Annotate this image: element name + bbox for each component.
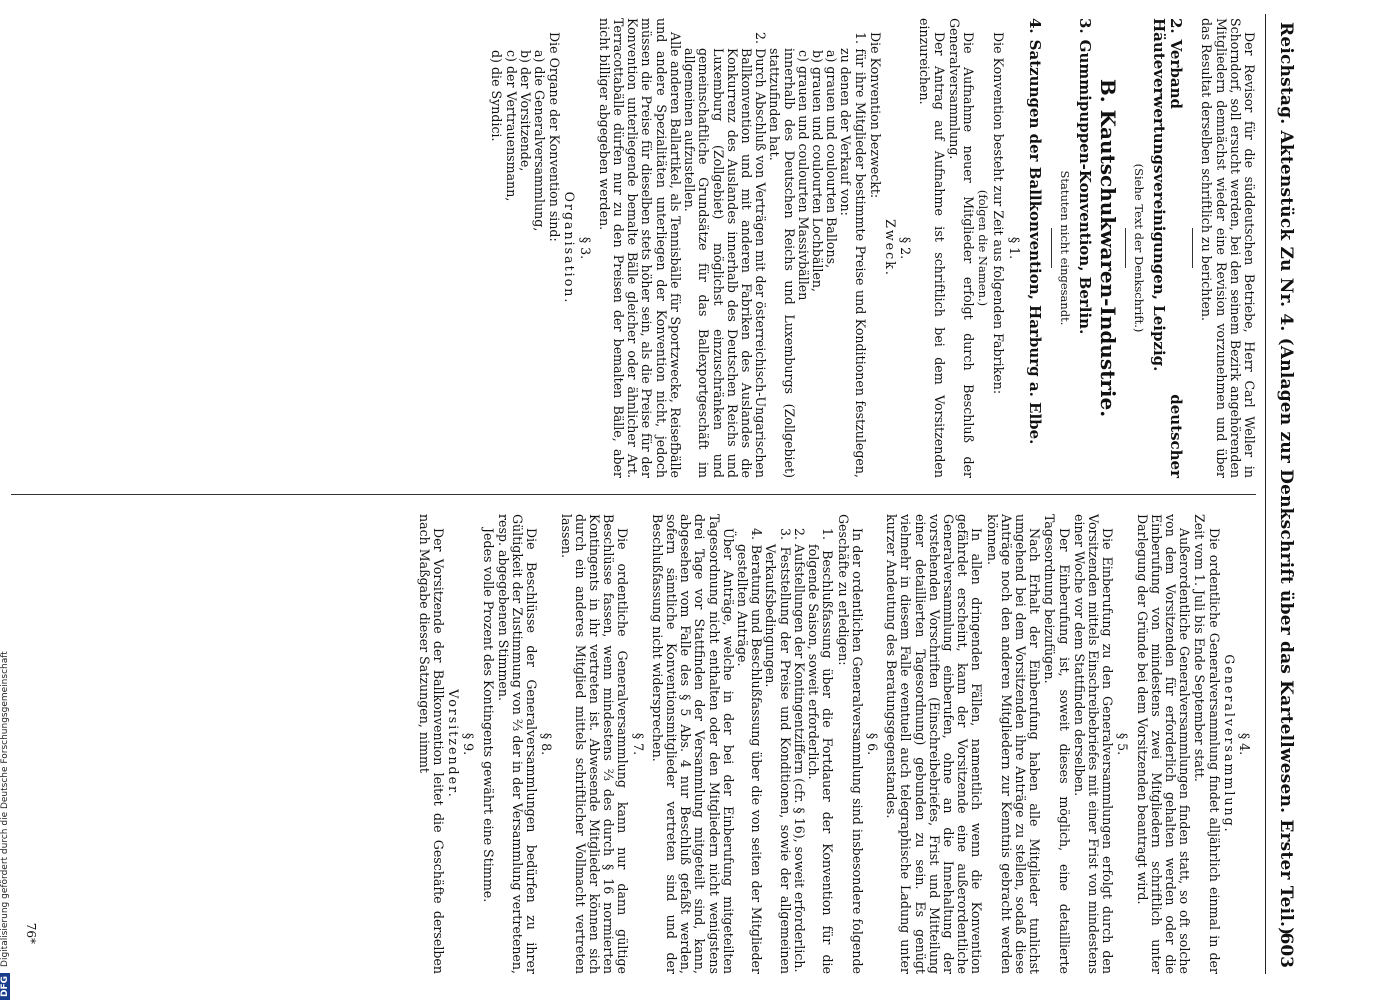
sub-item: c) grauen und coulourten Massivbällen bbox=[795, 50, 811, 301]
subheading: Generalversammlung. bbox=[1221, 654, 1237, 834]
separator-rule bbox=[1125, 228, 1126, 268]
printer-signature: 76* bbox=[24, 922, 38, 944]
right-column bbox=[416, 514, 1256, 974]
paragraph: Die Einberufung zu den Generalversammlungen erfolgt durch den Vorsitzenden mittels Einschreibebriefes mit einer Frist von mindestens einer Woche vor dem Stattfinden derselben. bbox=[1071, 514, 1116, 974]
paragraph: Die ordentliche Generalversammlung kann nur dann gültige Beschlüsse fassen, wenn mindestens ⅔ des durch § 16 normierten Kontingents in ihr vertreten ist. Abwesende Mitglieder können sich durch ein anderes Mitglied mittels schriftlicher Vollmacht vertreten lassen. bbox=[558, 514, 631, 974]
page-number: 603 bbox=[1276, 932, 1296, 968]
paragraph: Über Anträge, welche in der bei der Einberufung mitgeteilten Tagesordnung nicht enthalten oder den Mitgliedern nicht wenigstens drei Tage vor Stattfinden der Versammlung mitgeteilt sind, kann, abgesehen vom Falle des § 5 Abs. 4 nur Beschluß gefaßt werden, sofern sämtliche Konventionsmitglieder vertreten sind und der Beschlußfassung nicht widersprechen. bbox=[649, 514, 736, 974]
document-page bbox=[0, 14, 1300, 974]
list-item-continued: innerhalb des Deutschen Reichs und Luxemburgs (Zollgebiet) stattzufinden hat. bbox=[767, 48, 797, 478]
paragraph: Der Einberufung ist, soweit dieses möglich, eine detaillierte Tagesordnung beizufügen. bbox=[1042, 514, 1072, 974]
section-heading-4: 4.Satzungen der Ballkonvention, Harburg a. Elbe. bbox=[1025, 18, 1044, 445]
separator-rule bbox=[1192, 228, 1193, 268]
paragraph: Die Organe der Konvention sind: bbox=[547, 32, 563, 242]
list-item: 2. Durch Abschluß von Verträgen mit der österreichisch-Ungarischen Ballkonvention und mit anderen Fabriken des Auslandes die Konkurrenz des Auslandes innerhalb des Deutschen Reichs und Luxemburg (Zollgebiet) möglichst einzuschränken und gemeinschaftliche Grundsätze für das Ballexportgeschäft im allgemeinen aufzustellen. bbox=[682, 32, 769, 478]
paragraph-marker: § 4. bbox=[1237, 732, 1252, 756]
paragraph: Jedes volle Prozent des Kontingents gewährt eine Stimme. bbox=[480, 528, 496, 903]
paragraph: Alle anderen Ballartikel, als Tennisbälle für Sportzwecke, Reisefbälle und andere Spezialitäten unterliegen der Konvention nicht, jedoch müssen die Preise für dieselben stets höher sein, als die Preise für der Konvention unterliegende bemalte Bälle gleicher oder ähnlicher Art. Terracottabälle dürfen nur zu den Preisen der bemalten Bälle, aber nicht billiger abgegeben werden. bbox=[596, 18, 683, 478]
sub-item: a) grauen und coulourten Ballons, bbox=[824, 50, 840, 269]
paragraph: Die Konvention bezweckt: bbox=[867, 32, 883, 199]
list-item: a) die Generalversammlung, bbox=[532, 50, 548, 232]
paragraph-marker: § 1. bbox=[1006, 236, 1022, 260]
paragraph-marker: § 6. bbox=[864, 732, 880, 756]
list-item: b) der Vorsitzende, bbox=[517, 50, 533, 172]
section-b-title: B. Kautschukwaren-Industrie. bbox=[1095, 78, 1120, 418]
digitization-credit bbox=[0, 580, 14, 1000]
running-title: Reichstag. Aktenstück Zu Nr. 4. (Anlagen zur Denkschrift über das Kartellwesen. Erster Teil.) bbox=[1276, 22, 1296, 936]
list-item: 1. für ihre Mitglieder bestimmte Preise und Konditionen festzulegen, zu denen der Verkauf von: bbox=[838, 32, 868, 478]
list-item: 2. Aufstellungen der Kontingentziffern (cfr. § 16), soweit erforderlich. bbox=[791, 528, 807, 973]
digitization-text: Digitalisierung gefördert durch die Deutsche Forschungsgemeinschaft bbox=[0, 651, 10, 967]
separator-rule bbox=[1051, 228, 1052, 268]
dfg-logo: DFG bbox=[0, 973, 10, 1000]
paragraph: Die Konvention besteht zur Zeit aus folgenden Fabriken: bbox=[991, 32, 1007, 395]
subheading: Zweck. bbox=[882, 219, 898, 277]
paragraph-marker: § 3. bbox=[577, 236, 593, 260]
paragraph: Außerordentliche Generalversammlungen finden statt, so oft solche von dem Vorsitzenden für erforderlich gehalten werden oder die Einberufung von mindestens zwei Mitgliedern schriftlich unter Darlegung der Gründe bei dem Vorsitzenden beantragt wird. bbox=[1134, 514, 1193, 974]
paragraph: Nach Erhalt der Einberufung haben alle Mitglieder tunlichst umgehend bei dem Vorsitzenden ihre Anträge zu stellen, sodaß diese Anträge noch den anderen Mitgliedern zur Kenntnis gebracht werden können. bbox=[984, 514, 1043, 974]
paragraph: Der Antrag auf Aufnahme ist schriftlich bei dem Vorsitzenden einzureichen. bbox=[917, 18, 947, 478]
list-item: 3. Feststellung der Preise und Konditionen, sowie der allgemeinen Verkaufsbedingungen. bbox=[763, 528, 793, 974]
section-heading-2: 2.Verband deutscher Häuteverwertungsvereinigungen, Leipzig. bbox=[1150, 18, 1186, 478]
paragraph: Der Revisor für die süddeutschen Betriebe, Herr Carl Weller in Schorndorf, soll ersucht werden, bei den seinem Bezirk angehörenden Mitgliedern demnächst wieder eine Revision vorzunehmen und über das Resultat derselben schriftlich zu berichten. bbox=[1199, 18, 1257, 478]
paragraph-marker: § 7. bbox=[630, 732, 646, 756]
section-heading-3: 3.Gummipuppen-Konvention, Berlin. bbox=[1075, 18, 1094, 335]
note: (folgen die Namen.) bbox=[976, 189, 991, 307]
subheading: Vorsitzender. bbox=[446, 689, 462, 799]
paragraph: In allen dringenden Fällen, namentlich wenn die Konvention gefährdet erscheint, kann der Vorsitzende eine außerordentliche Generalversammlung einberufen, ohne an die Innehaltung der vorstehenden Vorschriften (Einschreibebriefes, Frist und Mitteilung einer detaillierten Tagesordnung) gebunden zu sein. Es genügt vielmehr in diesem Falle eventuell auch telegraphische Ladung unter kurzer Andeutung des Beratungsgegenstandes. bbox=[884, 514, 985, 974]
subheading: Organisation. bbox=[562, 191, 578, 305]
list-item: 4. Beratung und Beschlußfassung über die von seiten der Mitglieder gestellten Anträge. bbox=[735, 528, 765, 974]
paragraph-marker: § 5. bbox=[1115, 732, 1131, 756]
left-column bbox=[489, 18, 1256, 478]
page-header bbox=[1265, 14, 1300, 974]
paragraph: Die Aufnahme neuer Mitglieder erfolgt durch Beschluß der Generalversammlung. bbox=[946, 18, 976, 478]
paragraph-marker: § 9. bbox=[461, 732, 477, 756]
paragraph-marker: § 8. bbox=[539, 732, 555, 756]
paragraph: Der Vorsitzende der Ballkonvention leitet die Geschäfte derselben nach Maßgabe dieser Satzungen, nimmt bbox=[416, 514, 447, 974]
note: (Siehe Text der Denkschrift.) bbox=[1132, 163, 1147, 333]
paragraph: Die Beschlüsse der Generalversammlungen bedürfen zu ihrer Gültigkeit der Zustimmung von ⅔ der in der Versammlung vertretenen, resp. abgegebenen Stimmen. bbox=[495, 514, 540, 974]
paragraph: Die ordentliche Generalversammlung findet alljährlich einmal in der Zeit vom 1. Juli bis Ende September statt. bbox=[1192, 514, 1222, 974]
sub-item: b) grauen und coulourten Lochbällen, bbox=[809, 50, 825, 292]
list-item: c) der Vertrauensmann, bbox=[503, 50, 519, 202]
paragraph-marker: § 2. bbox=[898, 236, 914, 260]
list-item: d) die Syndici. bbox=[489, 50, 505, 142]
note: Statuten nicht eingesandt. bbox=[1057, 170, 1072, 326]
list-item: 1. Beschlußfassung über die Fortdauer der Konvention für die folgende Saison, soweit erforderlich. bbox=[806, 528, 836, 974]
column-divider bbox=[11, 494, 1256, 495]
paragraph: In der ordentlichen Generalversammlung sind insbesondere folgende Geschäfte zu erledigen: bbox=[835, 514, 865, 974]
